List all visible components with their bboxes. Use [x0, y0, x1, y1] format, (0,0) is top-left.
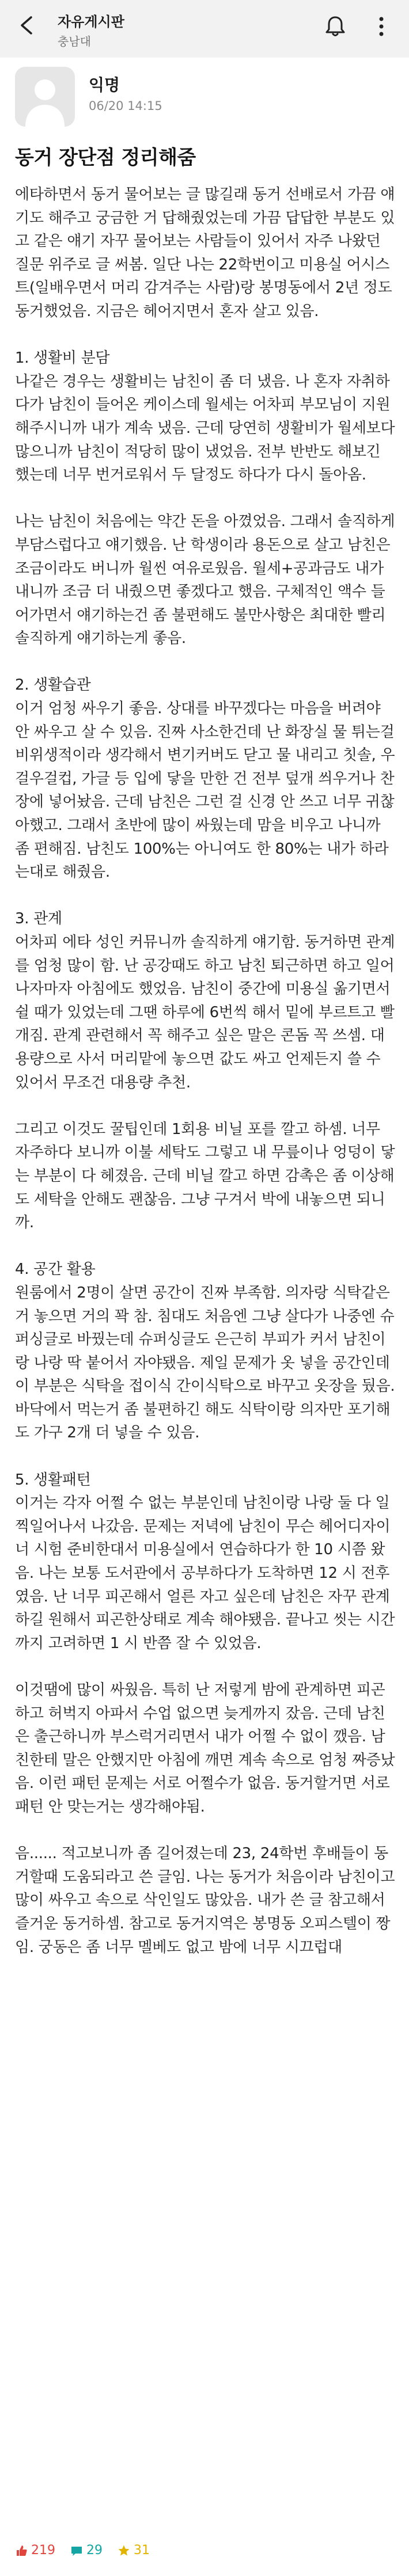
comment-icon: [70, 2544, 83, 2557]
post-paragraph: 이것땜에 많이 싸웠음. 특히 난 저렇게 밤에 관계하면 피곤하고 허벅지 아파서 수업 없으면 늦게까지 잤음. 근데 남친은 출근하니까 부스럭거리면서 내가 어쩔 수 없이 깼음. 남친한테 말은 안했지만 아침에 깨면 계속 속으로 엄청 짜증났음. 이런 패턴 문제는 서로 어쩔수가 없음. 동거할거면 서로 패턴 안 맞는거는 생각해야됨.: [15, 1681, 395, 1816]
bell-icon[interactable]: [323, 14, 348, 39]
post-author: [15, 67, 395, 130]
post-paragraph: 음...... 적고보니까 좀 길어졌는데 23, 24학번 후배들이 동거할때 도움되라고 쓴 글임. 나는 동거가 처음이라 남친이고 많이 싸우고 속으로 삭인일도 많았음. 내가 쓴 글 참고해서 즐거운 동거하셈. 참고로 동거지역은 봉명동 오피스텔이 짱임. 궁동은 좀 너무 멜베도 없고 밤에 너무 시끄럽대: [15, 1845, 400, 1956]
post-paragraph: 그리고 이것도 꿀팁인데 1회용 비닐 포를 깔고 하셈. 너무 자주하다 보니까 이불 세탁도 그렇고 내 무릎이나 엉덩이 닿는 부분이 다 헤졌음. 근데 비닐 깔고 하면 감촉은 좀 이상해도 세탁을 안해도 괜찮음. 그냥 구겨서 박에 내놓으면 되니까.: [15, 1120, 395, 1232]
board-title: 자유게시판: [58, 14, 124, 30]
back-arrow-icon[interactable]: [15, 13, 40, 38]
post-paragraph: 나는 남친이 처음에는 약간 돈을 아꼈었음. 그래서 솔직하게 부담스럽다고 얘기했음. 난 학생이라 용돈으로 살고 남친은 조금이라도 버니까 월씬 여유로웠음. 월세+공과금도 내가 내니까 조금 더 내줬으면 좋겠다고 했음. 구체적인 액수 들어가면서 얘기하는건 좀 불편해도 불만사항은 최대한 빨리 솔직하게 얘기하는게 좋음.: [15, 513, 400, 648]
post-paragraph: 3. 관계 어차피 에타 성인 커뮤니까 솔직하게 얘기함. 동거하면 관계를 엄청 많이 함. 난 공강때도 하고 남친 퇴근하면 하고 일어나자마자 아침에도 했었음. 남친이 중간에 미용실 옮기면서 쉴 때가 있었는데 그땐 하루에 6번씩 해서 밑에 부르트고 빨개짐. 관계 관련해서 꼭 해주고 싶은 말은 콘돔 꼭 쓰셈. 대용량으로 사서 머리맡에 놓으면 값도 싸고 언제든지 쓸 수 있어서 무조건 대용량 추천.: [15, 910, 395, 1091]
board-school: 충남대: [58, 35, 91, 48]
post-paragraph: 에타하면서 동거 물어보는 글 많길래 동거 선배로서 가끔 얘기도 해주고 궁금한 거 답해줬었는데 가끔 답답한 부분도 있고 같은 얘기 자꾸 물어보는 사람들이 있어서 자주 나왔던 질문 위주로 글 써봄. 일단 나는 22학번이고 미용실 어시스트(일배우면서 머리 감겨주는 사람)랑 봉명동에서 2년 정도 동거했었음. 지금은 헤어지면서 혼자 살고 있음.: [15, 186, 397, 320]
post-body: [15, 183, 399, 1983]
scrap-count-value: 31: [134, 2543, 150, 2558]
post-paragraph: 5. 생활패턴 이거는 각자 어쩔 수 없는 부분인데 남친이랑 나랑 둘 다 일찍일어나서 나갔음. 문제는 저녁에 남친이 무슨 헤어디자이너 시험 준비한대서 미용실에서 연습하다가 한 10 시쯤 왔음. 나는 보통 도서관에서 공부하다가 도착하면 12 시 전후였음. 난 너무 피곤해서 얼른 자고 싶은데 남친은 자꾸 관계하길 원해서 피곤한상태로 계속 해야됐음. 끝나고 씻는 시간까지 고려하면 1 시 반쯤 잘 수 있었음.: [15, 1471, 395, 1652]
more-icon[interactable]: [369, 14, 394, 39]
post-date: 06/20 14:15: [89, 99, 162, 113]
avatar: [15, 67, 75, 127]
scrap-count[interactable]: [118, 2543, 150, 2558]
post-paragraph: 4. 공간 활용 원룸에서 2명이 살면 공간이 진짜 부족함. 의자랑 식탁같은거 놓으면 거의 꽉 참. 침대도 처음엔 그냥 살다가 나중엔 슈퍼싱글로 바꿨는데 슈퍼싱글도 은근히 부피가 커서 남친이랑 나랑 딱 붙어서 자야됐음. 제일 문제가 옷 넣을 공간인데 이 부분은 식탁을 접이식 간이식탁으로 바꾸고 옷장을 뒀음. 바닥에서 먹는거 좀 불편하긴 해도 식탁이랑 의자만 포기해도 가구 2개 더 넣을 수 있음.: [15, 1261, 395, 1442]
like-count[interactable]: [15, 2543, 55, 2558]
like-icon: [15, 2544, 28, 2557]
top-bar: [0, 0, 409, 58]
post-paragraph: 1. 생활비 분담 나같은 경우는 생활비는 남친이 좀 더 냈음. 나 혼자 자취하다가 남친이 들어온 케이스데 월세는 어차피 부모님이 지원해주시니까 내가 계속 냈음. 근데 당연히 생활비가 월세보다 많으니까 남친이 적당히 많이 냈었음. 전부 반반도 해보긴 했는데 너무 번거로워서 두 달정도 하다가 다시 돌아옴.: [15, 349, 395, 484]
author-name: 익명: [89, 75, 120, 94]
scrap-icon: [118, 2544, 130, 2557]
default-avatar-icon: [15, 67, 75, 127]
post-stats: [15, 2543, 150, 2558]
comment-count-value: 29: [86, 2543, 103, 2558]
like-count-value: 219: [31, 2543, 55, 2558]
comment-count[interactable]: [70, 2543, 103, 2558]
header-actions: [323, 14, 394, 39]
post-paragraph: 2. 생활습관 이거 엄청 싸우기 좋음. 상대를 바꾸겠다는 마음을 버려야 안 싸우고 살 수 있음. 진짜 사소한건데 난 화장실 물 튀는걸 비위생적이라 생각해서 변기커버도 닫고 물 내리고 칫솔, 우걸우걸컵, 가글 등 입에 닿을 만한 건 전부 덮개 씌우거나 찬장에 넣어놨음. 근데 남친은 그런 걸 신경 안 쓰고 너무 귀찮아했고. 그래서 초반에 많이 싸웠는데 맘을 비우고 나니까 좀 편해짐. 남친도 100%는 아니여도 한 80%는 내가 하라는대로 해줬음.: [15, 676, 395, 881]
post-title: 동거 장단점 정리해줌: [15, 146, 196, 169]
